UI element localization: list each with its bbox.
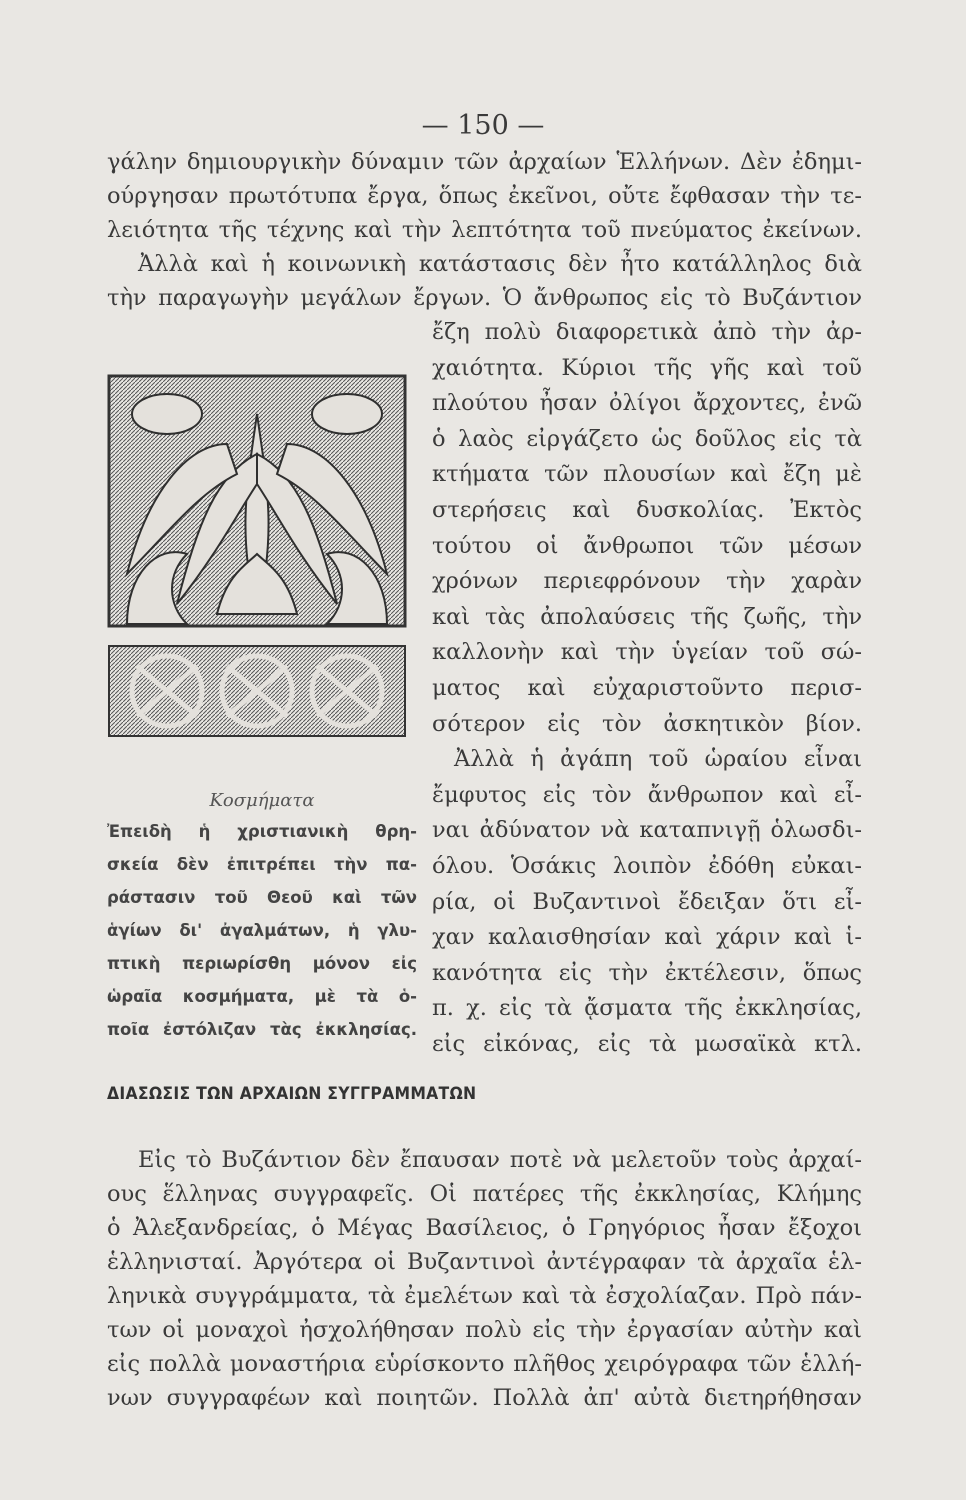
text-line: ἔμφυτος εἰς τὸν ἄνθρωπον καὶ εἶ-	[432, 781, 862, 808]
text-line: σότερον εἰς τὸν ἀσκητικὸν βίον.	[432, 710, 862, 737]
text-line: χαιότητα. Κύριοι τῆς γῆς καὶ τοῦ	[432, 354, 862, 381]
text-line: ὁ λαὸς εἰργάζετο ὡς δοῦλος εἰς τὰ	[432, 425, 862, 452]
text-line: καλλονὴν καὶ τὴν ὑγείαν τοῦ σώ-	[432, 639, 862, 666]
text-line: ρία, οἱ Βυζαντινοὶ ἔδειξαν ὅτι εἶ-	[432, 888, 862, 915]
caption-line: ποῖα ἐστόλιζαν τὰς ἐκκλησίας.	[107, 1020, 417, 1039]
text-line: ούργησαν πρωτότυπα ἔργα, ὅπως ἐκεῖνοι, οὔτε ἔφθασαν τὴν τε-	[107, 183, 862, 209]
text-line: γάλην δημιουργικὴν δύναμιν τῶν ἀρχαίων Ἑλλήνων. Δὲν ἐδημι-	[107, 149, 862, 175]
caption-line: Ἐπειδὴ ἡ χριστιανικὴ θρη-	[107, 822, 417, 841]
page-number: — 150 —	[421, 110, 545, 141]
text-line: των οἱ μοναχοὶ ἠσχολήθησαν πολὺ εἰς τὴν ἐργασίαν αὐτὴν καὶ	[107, 1317, 862, 1343]
text-line: κανότητα εἰς τὴν ἐκτέλεσιν, ὅπως	[432, 959, 862, 986]
text-line: Ἀλλὰ καὶ ἡ κοινωνικὴ κατάστασις δὲν ἦτο κατάλληλος διὰ	[138, 251, 862, 277]
ornament-illustration	[107, 374, 409, 739]
text-line: τὴν παραγωγὴν μεγάλων ἔργων. Ὁ ἄνθρωπος εἰς τὸ Βυζάντιον	[107, 285, 862, 311]
text-line: εἰς εἰκόνας, εἰς τὰ μωσαϊκὰ κτλ.	[432, 1031, 862, 1057]
text-line: Ἀλλὰ ἡ ἀγάπη τοῦ ὡραίου εἶναι	[454, 746, 862, 773]
text-line: ματος καὶ εὐχαριστοῦντο περισ-	[432, 675, 862, 701]
text-line: ους ἕλληνας συγγραφεῖς. Οἱ πατέρες τῆς ἐκκλησίας, Κλήμης	[107, 1181, 862, 1207]
text-line: π. χ. εἰς τὰ ᾄσματα τῆς ἐκκλησίας,	[432, 995, 862, 1022]
text-line: ληνικὰ συγγράμματα, τὰ ἐμελέτων καὶ τὰ ἐσχολίαζαν. Πρὸ πάν-	[107, 1283, 862, 1309]
caption-line: ράστασιν τοῦ Θεοῦ καὶ τῶν	[107, 888, 417, 907]
text-line: Εἰς τὸ Βυζάντιον δὲν ἔπαυσαν ποτὲ νὰ μελετοῦν τοὺς ἀρχαί-	[138, 1147, 862, 1173]
text-line: χαν καλαισθησίαν καὶ χάριν καὶ ἱ-	[432, 924, 862, 951]
text-line: πλούτου ἦσαν ὀλίγοι ἄρχοντες, ἐνῶ	[432, 390, 862, 417]
text-line: κτήματα τῶν πλουσίων καὶ ἔζη μὲ	[432, 461, 862, 488]
caption-line: ἁγίων δι' ἀγαλμάτων, ἡ γλυ-	[107, 921, 417, 940]
text-line: ναι ἀδύνατον νὰ καταπνιγῇ ὁλωσδι-	[432, 817, 862, 844]
section-heading: ΔΙΑΣΩΣΙΣ ΤΩΝ ΑΡΧΑΙΩΝ ΣΥΓΓΡΑΜΜΑΤΩΝ	[107, 1084, 477, 1104]
text-line: τούτου οἱ ἄνθρωποι τῶν μέσων	[432, 532, 862, 559]
text-line: καὶ τὰς ἀπολαύσεις τῆς ζωῆς, τὴν	[432, 603, 862, 630]
caption-line: σκεία δὲν ἐπιτρέπει τὴν πα-	[107, 855, 417, 874]
caption-line: πτικὴ περιωρίσθη μόνον εἰς	[107, 954, 417, 973]
text-line: χρόνων περιεφρόνουν τὴν χαρὰν	[432, 568, 862, 595]
text-line: στερήσεις καὶ δυσκολίας. Ἐκτὸς	[432, 497, 862, 523]
figure-caption-title: Κοσμήματα	[209, 790, 315, 811]
text-line: λειότητα τῆς τέχνης καὶ τὴν λεπτότητα τοῦ πνεύματος ἐκείνων.	[107, 217, 862, 243]
caption-line: ὡραῖα κοσμήματα, μὲ τὰ ὁ-	[107, 987, 417, 1006]
text-line: ἑλληνισταί. Ἀργότερα οἱ Βυζαντινοὶ ἀντέγραφαν τὰ ἀρχαῖα ἑλ-	[107, 1249, 862, 1275]
text-line: νων συγγραφέων καὶ ποιητῶν. Πολλὰ ἀπ' αὐτὰ διετηρήθησαν	[107, 1385, 862, 1411]
text-line: εἰς πολλὰ μοναστήρια εὑρίσκοντο πλῆθος χειρόγραφα τῶν ἑλλή-	[107, 1351, 862, 1377]
frieze-ornament	[107, 646, 409, 739]
text-line: ἔζη πολὺ διαφορετικὰ ἀπὸ τὴν ἀρ-	[432, 319, 862, 345]
capital-ornament	[109, 376, 405, 626]
text-line: ὁ Ἀλεξανδρείας, ὁ Μέγας Βασίλειος, ὁ Γρηγόριος ἦσαν ἔξοχοι	[107, 1215, 862, 1241]
text-line: όλου. Ὁσάκις λοιπὸν ἐδόθη εὐκαι-	[432, 853, 862, 879]
